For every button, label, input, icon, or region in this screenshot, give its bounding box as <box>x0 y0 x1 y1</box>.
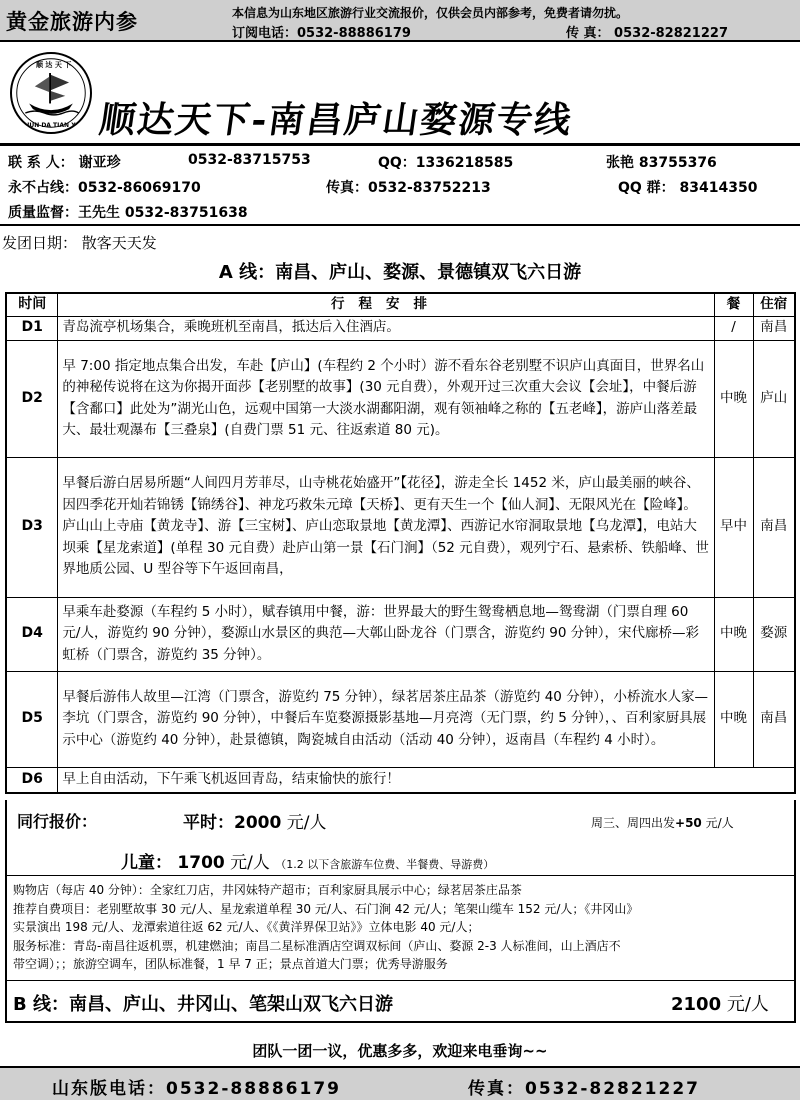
contact-phone: 0532-83715753 <box>188 152 311 168</box>
logo-bottom-text: SHUN DA TIAN XIA <box>20 122 83 129</box>
line-b-price <box>671 990 769 1016</box>
plan-cell: 早 7:00 指定地点集合出发，车赴【庐山】(车程约 2 个小时）游不看东谷老别墅不识庐山真面目，世界名山的神秘传说将在这为你揭开面莎【老别墅的故事】(30 元自费），外观开过三次重大会议【会址】，中餐后游【含鄱口】此处为”湖光山色，远观中国第一大淡水湖鄱阳湖，观有领袖峰之称的【五老峰】，游庐山落差最大、最壮观瀑布【三叠泉】(自费门票 51 元、往返索道 80 元)。 <box>58 340 714 457</box>
shops-text: 购物店（每店 40 分钟）：全家红刀店，井冈妹特产超市；百利家厨具展示中心；绿茗居茶庄品茶 <box>13 883 522 897</box>
contact-row <box>8 175 798 200</box>
hotel-cell: 婺源 <box>753 597 795 671</box>
price-block <box>5 800 796 876</box>
logo-top-text: 顺 达 天 下 <box>36 61 72 69</box>
company-logo <box>10 52 92 134</box>
itinerary-table <box>5 292 796 794</box>
table-row <box>6 457 795 597</box>
optional-items-text-2: 实景演出 198 元/人、龙潭索道往返 62 元/人、《《黄洋界保卫站》》立体电影 40 元/人； <box>13 920 480 934</box>
line-a-title: A 线：南昌、庐山、婺源、景德镇双飞六日游 <box>218 262 582 283</box>
surcharge-days: 周三、周四出发 <box>591 816 676 830</box>
day-cell: D4 <box>6 597 58 671</box>
meal-cell: 中晚 <box>714 671 753 767</box>
meal-cell: / <box>714 316 753 340</box>
optional-items-text: 推荐自费项目：老别墅故事 30 元/人、星龙索道单程 30 元/人、石门涧 42 元/人；笔架山缆车 152 元/人；《井冈山》 <box>13 901 639 916</box>
header-plan: 行程安排 <box>58 293 714 316</box>
line-b-title: B 线：南昌、庐山、井冈山、笔架山双飞六日游 <box>13 994 393 1015</box>
normal-price <box>183 808 326 833</box>
slogan: 团队一团一议，优惠多多，欢迎来电垂询~~ <box>252 1042 548 1060</box>
day-cell: D1 <box>6 316 58 340</box>
info-block <box>5 876 796 981</box>
plan-cell: 早餐后游白居易所题“人间四月芳菲尽，山寺桃花始盛开”【花径】，游走全长 1452 米，庐山最美丽的峡谷、因四季花开灿若锦锈【锦绣谷】、神龙巧救朱元璋【天桥】、更有天生一个【仙人洞】、无限风光在【险峰】。庐山山上寺庙【黄龙寺】、游【三宝树】、庐山恋取景地【黄龙潭】、西游记水帘洞取景地【乌龙潭】，电站大坝乘【星龙索道】(单程 30 元自费）赴庐山第一景【石门涧】（52 元自费），观列宁石、悬索桥、铁船峰、世界地质公园、U 型谷等下午返回南昌， <box>58 457 714 597</box>
surcharge-unit: 元/人 <box>705 816 734 830</box>
day-cell: D6 <box>6 767 58 793</box>
service-standard-text: 服务标准：青岛-南昌往返机票，机建燃油；南昌二星标准酒店空调双标间（庐山、婺源 2-3 人标准间，山上酒店不 <box>13 938 621 953</box>
normal-price-label: 平时： <box>183 813 234 833</box>
child-price-value: 1700 <box>177 853 225 873</box>
header-bar <box>0 0 800 42</box>
price-label: 同行报价： <box>17 812 98 831</box>
contact-row <box>8 200 798 225</box>
contact-fax: 传真：0532-83752213 <box>326 180 491 196</box>
member-notice: 本信息为山东地区旅游行业交流报价，仅供会员内部参考，免费者请勿扰。 <box>232 6 629 20</box>
header-meal: 餐 <box>714 293 753 316</box>
table-row <box>6 316 795 340</box>
departure-date: 发团日期： 散客天天发 <box>2 234 157 252</box>
always-on-line: 永不占线：0532-86069170 <box>8 180 201 196</box>
surcharge-value: +50 <box>675 816 702 830</box>
page-title: 顺达天下-南昌庐山婺源专线 <box>96 99 576 141</box>
service-standard-text-2: 带空调）；；旅游空调车，团队标准餐，1 早 7 正；景点首道大门票；优秀导游服务 <box>13 957 448 971</box>
plan-cell: 早餐后游伟人故里—江湾（门票含，游览约 75 分钟），绿茗居茶庄品茶（游览约 40 分钟），小桥流水人家—李坑（门票含，游览约 90 分钟），中餐后车览婺源摄影基地—月亮湾（无门票，约 5 分钟），、百利家厨具展示中心（游览约 40 分钟），赴景德镇，陶瓷城自由活动（活动 40 分钟），返南昌（车程约 4 小时）。 <box>58 671 714 767</box>
qq-group: QQ 群： 83414350 <box>618 180 758 196</box>
meal-cell: 早中 <box>714 457 753 597</box>
footer-phone: 山东版电话：0532-88886179 <box>52 1079 341 1099</box>
contact-block <box>8 150 798 225</box>
price-unit: 元/人 <box>286 813 327 833</box>
title-divider <box>0 143 800 146</box>
child-price <box>121 848 494 873</box>
line-b-price-value: 2100 <box>671 994 722 1015</box>
plan-cell: 青岛流亭机场集合，乘晚班机至南昌，抵达后入住酒店。 <box>58 316 714 340</box>
contact-qq: QQ：1336218585 <box>378 155 514 171</box>
footer-fax: 传真：0532-82821227 <box>468 1079 700 1099</box>
subscribe-phone: 订阅电话：0532-88886179 <box>232 26 411 41</box>
line-b-price-unit: 元/人 <box>726 994 769 1015</box>
table-row <box>6 767 795 793</box>
meal-cell: 中晚 <box>714 340 753 457</box>
hotel-cell: 南昌 <box>753 457 795 597</box>
day-cell: D2 <box>6 340 58 457</box>
table-row <box>6 597 795 671</box>
contact-divider <box>0 224 800 226</box>
plan-cell: 早上自由活动，下午乘飞机返回青岛，结束愉快的旅行！ <box>58 767 795 793</box>
contact-person: 联 系 人： 谢亚珍 <box>8 155 121 171</box>
brand-title: 黄金旅游内参 <box>6 10 138 34</box>
child-price-unit: 元/人 <box>230 853 270 873</box>
hotel-cell: 南昌 <box>753 671 795 767</box>
day-cell: D3 <box>6 457 58 597</box>
hotel-cell: 南昌 <box>753 316 795 340</box>
child-price-label: 儿童： <box>121 853 172 873</box>
surcharge-note <box>591 814 734 831</box>
table-row <box>6 340 795 457</box>
meal-cell: 中晚 <box>714 597 753 671</box>
contact-second: 张艳 83755376 <box>606 155 717 171</box>
table-row <box>6 671 795 767</box>
normal-price-value: 2000 <box>234 813 282 833</box>
table-header-row <box>6 293 795 316</box>
header-hotel: 住宿 <box>753 293 795 316</box>
plan-cell: 早乘车赴婺源（车程约 5 小时），赋春镇用中餐，游：世界最大的野生鸳鸯栖息地—鸳鸯湖（门票自理 60 元/人，游览约 90 分钟），婺源山水景区的典范—大鄣山卧龙谷（门票含，游览约 90 分钟），宋代廊桥—彩虹桥（门票含，游览约 35 分钟）。 <box>58 597 714 671</box>
footer-bar <box>0 1066 800 1100</box>
line-b-row <box>5 981 796 1023</box>
contact-row <box>8 150 798 175</box>
header-day: 时间 <box>6 293 58 316</box>
day-cell: D5 <box>6 671 58 767</box>
header-fax: 传 真： 0532-82821227 <box>566 26 728 41</box>
quality-supervisor: 质量监督：王先生 0532-83751638 <box>8 205 248 221</box>
child-price-note: （1.2 以下含旅游车位费、半餐费、导游费） <box>275 858 495 871</box>
hotel-cell: 庐山 <box>753 340 795 457</box>
